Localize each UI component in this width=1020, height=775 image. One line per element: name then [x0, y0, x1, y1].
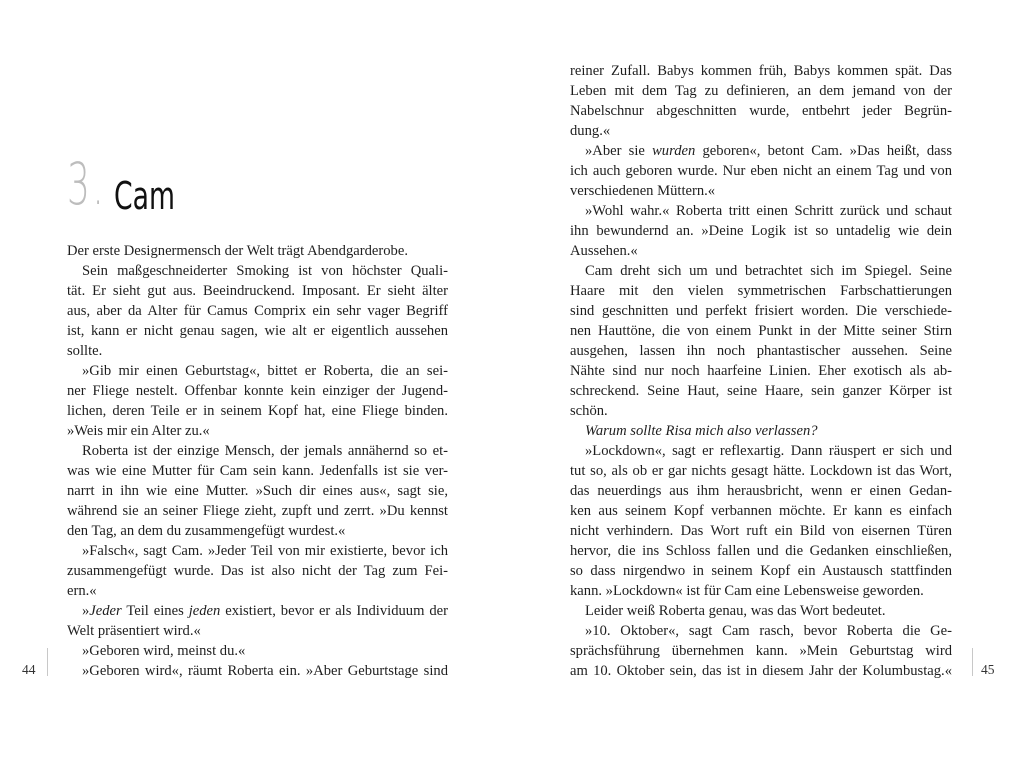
text-line: »Wohl wahr.« Roberta tritt einen Schritt zurück und schaut — [585, 203, 952, 219]
text-line: »Weis mir ein Alter zu.« — [67, 423, 210, 439]
text-line: Cam dreht sich um und betrachtet sich im Spiegel. Seine — [585, 263, 952, 279]
text-line: das neuerdings aus ihm herausbricht, wenn er einen Gedan- — [570, 483, 952, 499]
text-segment: »Aber sie — [585, 143, 653, 159]
right-page-rule — [972, 648, 973, 676]
text-line: während sie an seiner Fliege zieht, zupft und zerrt. »Du kennst — [67, 503, 448, 519]
text-line: Leider weiß Roberta genau, was das Wort bedeutet. — [585, 603, 886, 619]
text-line: sollte. — [67, 343, 103, 359]
chapter-heading — [67, 150, 175, 220]
text-line: was wie eine Mutter für Cam sein kann. Jedenfalls ist sie ver- — [67, 463, 448, 479]
left-body-text — [67, 241, 448, 681]
text-line: Leben mit dem Tag zu definieren, an dem jemand von der — [570, 83, 952, 99]
text-line: ich auch geboren wurde. Nur eben nicht an einem Tag und von — [570, 163, 952, 179]
text-line: den Tag, an dem du zusammengefügt wurdest.« — [67, 523, 346, 539]
text-line: ihn bewundernd an. »Deine Logik ist so untadelig wie dein — [570, 223, 952, 239]
text-line: Nabelschnur abgeschnitten wurde, entbehrt jeder Begrün- — [570, 103, 952, 119]
text-line: zusammengefügt wurde. Das ist also nicht der Tag zum Fei- — [67, 563, 448, 579]
chapter-title: Cam — [114, 174, 175, 218]
text-segment: existiert, bevor er als Individuum der — [220, 603, 448, 619]
text-line: verschiedenen Müttern.« — [570, 183, 716, 199]
text-segment: » — [82, 603, 90, 619]
text-line: hervor, die ins Schloss fallen und die Gedanken einschließen, — [570, 543, 952, 559]
text-line: »Gib mir einen Geburtstag«, bittet er Roberta, die an sei- — [82, 363, 448, 379]
text-segment: geboren«, betont Cam. »Das heißt, dass — [695, 143, 953, 159]
text-line: lichen, deren Teile er in seinem Kopf hat, eine Fliege binden. — [67, 403, 448, 419]
text-line: narrt in ihn wie eine Mutter. »Such dir eines aus«, sagt sie, — [67, 483, 448, 499]
text-line: Roberta ist der einzige Mensch, der jemals annähernd so et- — [82, 443, 448, 459]
right-page-number: 45 — [981, 662, 995, 677]
text-line: Nähte sind nur noch haarfeine Linien. Eher exotisch als ab- — [570, 363, 952, 379]
text-line — [67, 601, 448, 621]
right-page — [510, 0, 1020, 775]
text-line: »Falsch«, sagt Cam. »Jeder Teil von mir existierte, bevor ich — [82, 543, 448, 559]
text-line — [570, 421, 952, 441]
text-line: schreckend. Seine Haut, seine Haare, sein ganzer Körper ist — [570, 383, 952, 399]
text-line: am 10. Oktober sein, das ist in diesem Jahr der Kolumbustag.« — [570, 663, 952, 679]
text-line: sprächsführung übernehmen kann. »Mein Geburtstag wird — [570, 643, 952, 659]
text-line: tut so, als ob er gar nichts gesagt hätte. Lockdown ist das Wort, — [570, 463, 952, 479]
text-line: ner Fliege nestelt. Offenbar konnte kein einziger der Jugend- — [67, 383, 448, 399]
italic-text: Jeder — [89, 603, 122, 619]
text-line: aus, aber da Alter für Camus Comprix ein sehr vager Begriff — [67, 303, 448, 319]
text-line: ist, kann er nicht genau sagen, wie alt er eigentlich aussehen — [67, 323, 448, 339]
text-line: ern.« — [67, 583, 97, 599]
text-line: »10. Oktober«, sagt Cam rasch, bevor Roberta die Ge- — [585, 623, 952, 639]
text-line: ausgehen, lassen ihn noch phantastischer aussehen. Seine — [570, 343, 952, 359]
left-page-rule — [47, 648, 48, 676]
italic-text: wurden — [652, 143, 696, 159]
text-segment: Teil eines — [121, 603, 189, 619]
text-line: Haare mit den vielen symmetrischen Farbschattierungen — [570, 283, 952, 299]
text-line: Sein maßgeschneiderter Smoking ist von höchster Quali- — [82, 263, 448, 279]
italic-text: jeden — [188, 603, 221, 619]
text-line: »Lockdown«, sagt er reflexartig. Dann räuspert er sich und — [585, 443, 952, 459]
text-line: »Geboren wird, meinst du.« — [82, 643, 246, 659]
text-line: Welt präsentiert wird.« — [67, 623, 201, 639]
text-line: tät. Er sieht gut aus. Beeindruckend. Imposant. Er sieht älter — [67, 283, 448, 299]
text-line: Aussehen.« — [570, 243, 638, 259]
text-line: reiner Zufall. Babys kommen früh, Babys kommen spät. Das — [570, 63, 952, 79]
text-line: sind geschnitten und perfekt frisiert worden. Die verschiede- — [570, 303, 952, 319]
italic-text: Warum sollte Risa mich also verlassen? — [585, 423, 818, 439]
text-line: schön. — [570, 403, 608, 419]
text-line: Der erste Designermensch der Welt trägt Abendgarderobe. — [67, 243, 408, 259]
text-line: so dass nirgendwo in seinem Kopf ein Austausch stattfinden — [570, 563, 952, 579]
left-page-number: 44 — [22, 662, 36, 677]
text-line: nicht verhindern. Das Wort ruft ein Bild von eisernen Türen — [570, 523, 952, 539]
text-line: kann. »Lockdown« ist für Cam eine Lebensweise geworden. — [570, 583, 924, 599]
chapter-number: 3. — [67, 150, 107, 218]
text-line — [570, 141, 952, 161]
text-line: dung.« — [570, 123, 611, 139]
text-line: ken aus seinem Kopf verbannen möchte. Er kann es einfach — [570, 503, 952, 519]
right-body-text — [570, 61, 952, 681]
text-line: »Geboren wird«, räumt Roberta ein. »Aber Geburtstage sind — [82, 663, 448, 679]
text-line: nen Hauttöne, die von einem Punkt in der Mitte seiner Stirn — [570, 323, 952, 339]
